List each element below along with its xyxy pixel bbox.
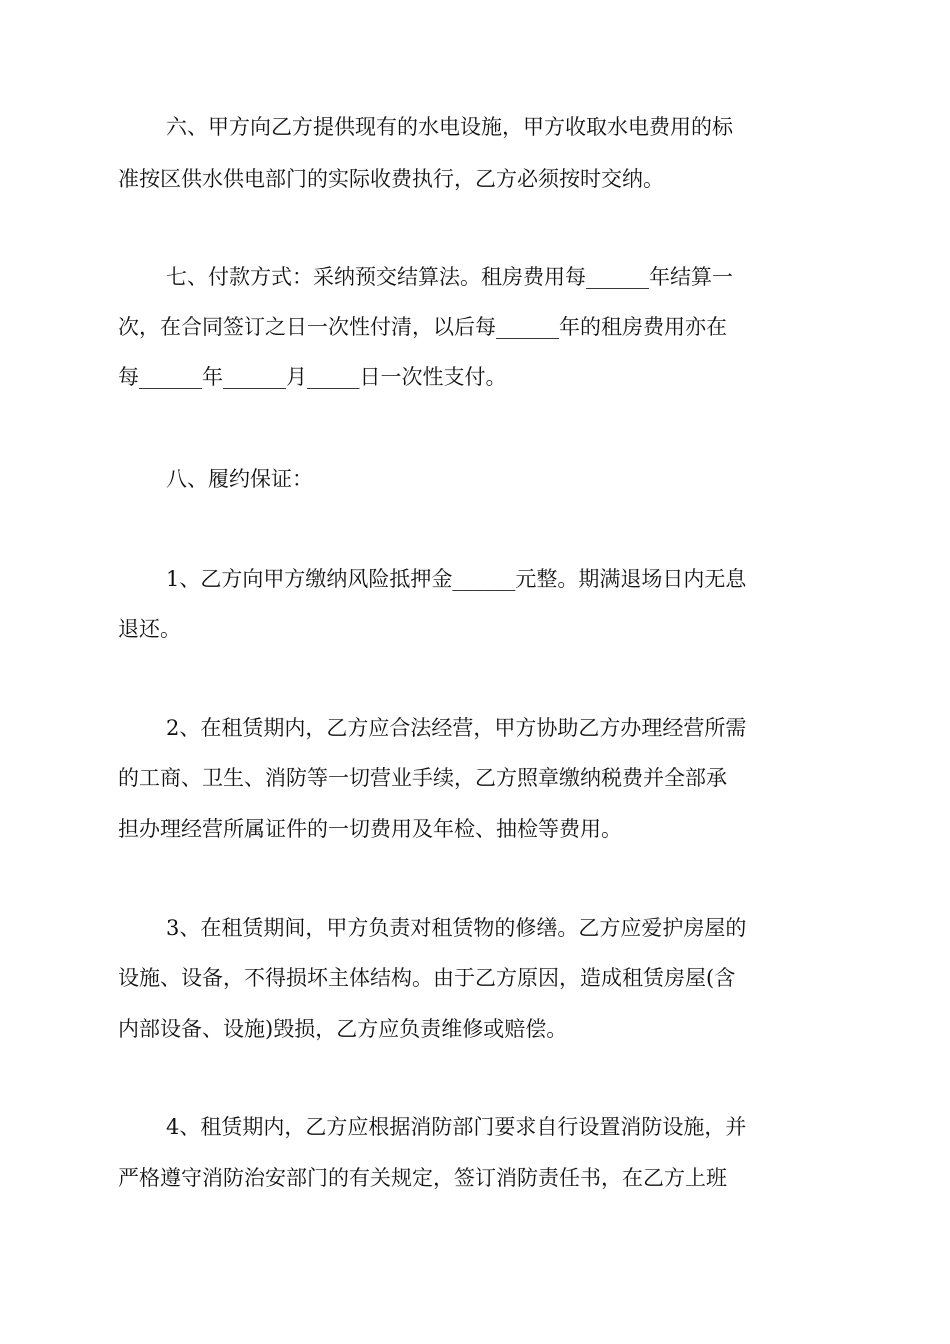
item-4-line-1 [0, 1113, 950, 1141]
paragraph-6-line-2 [0, 165, 950, 193]
text-line: 严格遵守消防治安部门的有关规定，签订消防责任书，在乙方上班 [118, 1166, 727, 1190]
text-line: 的工商、卫生、消防等一切营业手续，乙方照章缴纳税费并全部承 [118, 766, 727, 790]
text-line: 六、甲方向乙方提供现有的水电设施，甲方收取水电费用的标 [166, 115, 733, 139]
item-2-line-3 [0, 815, 950, 843]
paragraph-7-line-2 [0, 313, 950, 341]
paragraph-7-line-3 [0, 363, 950, 391]
text-line: 每______年______月_____日一次性支付。 [118, 365, 507, 389]
text-line: 1、乙方向甲方缴纳风险抵押金______元整。期满退场日内无息 [166, 567, 747, 591]
text-line: 设施、设备，不得损坏主体结构。由于乙方原因，造成租赁房屋(含 [118, 966, 736, 990]
item-3-line-2 [0, 964, 950, 992]
text-line: 3、在租赁期间，甲方负责对租赁物的修缮。乙方应爱护房屋的 [166, 916, 747, 940]
text-line: 2、在租赁期内，乙方应合法经营，甲方协助乙方办理经营所需 [166, 716, 747, 740]
item-2-line-1 [0, 714, 950, 742]
item-3-line-3 [0, 1015, 950, 1043]
item-4-line-2 [0, 1164, 950, 1192]
text-line: 准按区供水供电部门的实际收费执行，乙方必须按时交纳。 [118, 167, 664, 191]
text-line: 七、付款方式：采纳预交结算法。租房费用每______年结算一 [166, 265, 733, 289]
paragraph-8-heading [0, 465, 950, 493]
paragraph-6-line-1 [0, 113, 950, 141]
item-1-line-1 [0, 565, 950, 593]
text-line: 担办理经营所属证件的一切费用及年检、抽检等费用。 [118, 817, 622, 841]
item-2-line-2 [0, 764, 950, 792]
text-line: 次，在合同签订之日一次性付清，以后每______年的租房费用亦在 [118, 315, 727, 339]
text-line: 退还。 [118, 617, 181, 641]
text-line: 八、履约保证： [166, 467, 313, 491]
paragraph-7-line-1 [0, 263, 950, 291]
text-line: 内部设备、设施)毁损，乙方应负责维修或赔偿。 [118, 1017, 568, 1041]
item-1-line-2 [0, 615, 950, 643]
text-line: 4、租赁期内，乙方应根据消防部门要求自行设置消防设施，并 [166, 1115, 747, 1139]
item-3-line-1 [0, 914, 950, 942]
